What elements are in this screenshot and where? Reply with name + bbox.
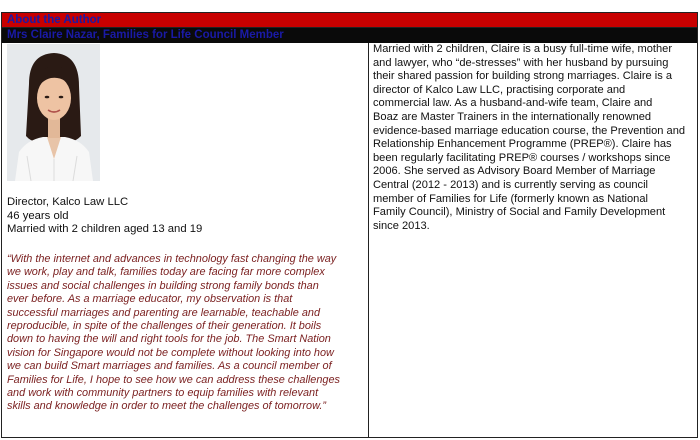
bio-line: Central (2012 - 2013) and is currently serving as council	[373, 178, 649, 191]
author-photo	[7, 44, 100, 181]
bio-line: Family Council), Ministry of Social and Family Development	[373, 206, 666, 219]
quote-line: skills and knowledge in order to meet the challenges of tomorrow.”	[7, 400, 327, 413]
bio-line: 2006. She served as Advisory Board Member of Marriage	[373, 165, 656, 178]
section-title-bar	[2, 13, 697, 28]
bio-line: evidence-based marriage education course, the Prevention and	[373, 124, 686, 137]
quote-line: vision for Singapore would not be complete without looking into how	[7, 346, 334, 359]
column-divider	[368, 43, 369, 437]
author-name-bar	[2, 28, 697, 43]
author-name: Mrs Claire Nazar, Families for Life Council Member	[7, 29, 284, 41]
bio-line: and lawyer, who “de-stresses” with her husband by pursuing	[373, 56, 669, 69]
author-family: Married with 2 children aged 13 and 19	[7, 223, 203, 235]
portrait-illustration	[7, 44, 100, 181]
bio-line: Boaz are Master Trainers in the internationally renowned	[373, 110, 652, 123]
quote-line: Families for Life, I hope to see how we can address these challenges	[7, 373, 340, 386]
bio-line: been regularly facilitating PREP® courses / workshops since	[373, 151, 671, 164]
bio-line: their shared passion for building strong marriages. Claire is a	[373, 70, 673, 83]
quote-line: we can build Smart marriages and families. As a council member of	[7, 360, 332, 373]
author-bio	[373, 43, 695, 233]
quote-line: successful marriages and parenting are learnable, teachable and	[7, 306, 320, 319]
bio-line: commercial law. As a husband-and-wife team, Claire and	[373, 97, 653, 110]
quote-line: ever before. As a marriage educator, my observation is that	[7, 293, 293, 306]
section-title: About the Author	[7, 14, 102, 26]
quote-line: reproducible, in spite of the challenges of their generation. It boils	[7, 320, 322, 333]
author-details	[7, 196, 357, 237]
bio-line: director of Kalco Law LLC, practising corporate and	[373, 83, 626, 96]
quote-line: issues and social challenges in building strong family bonds than	[7, 279, 319, 292]
bio-line: since 2013.	[373, 219, 430, 232]
bio-line: Married with 2 children, Claire is a busy full-time wife, mother	[373, 43, 673, 55]
quote-line: and work with community partners to equip families with relevant	[7, 387, 319, 400]
quote-line: we work, play and talk, families today are facing far more complex	[7, 266, 325, 279]
bio-line: member of Families for Life (formerly known as National	[373, 192, 648, 205]
author-quote	[7, 253, 362, 414]
bio-line: Relationship Enhancement Programme (PREP®). Claire has	[373, 138, 672, 151]
author-role: Director, Kalco Law LLC	[7, 196, 129, 208]
quote-line: down to having the will and right tools for the job. The Smart Nation	[7, 333, 331, 346]
quote-line: “With the internet and advances in technology fast changing the way	[7, 253, 337, 265]
author-age: 46 years old	[7, 209, 69, 222]
